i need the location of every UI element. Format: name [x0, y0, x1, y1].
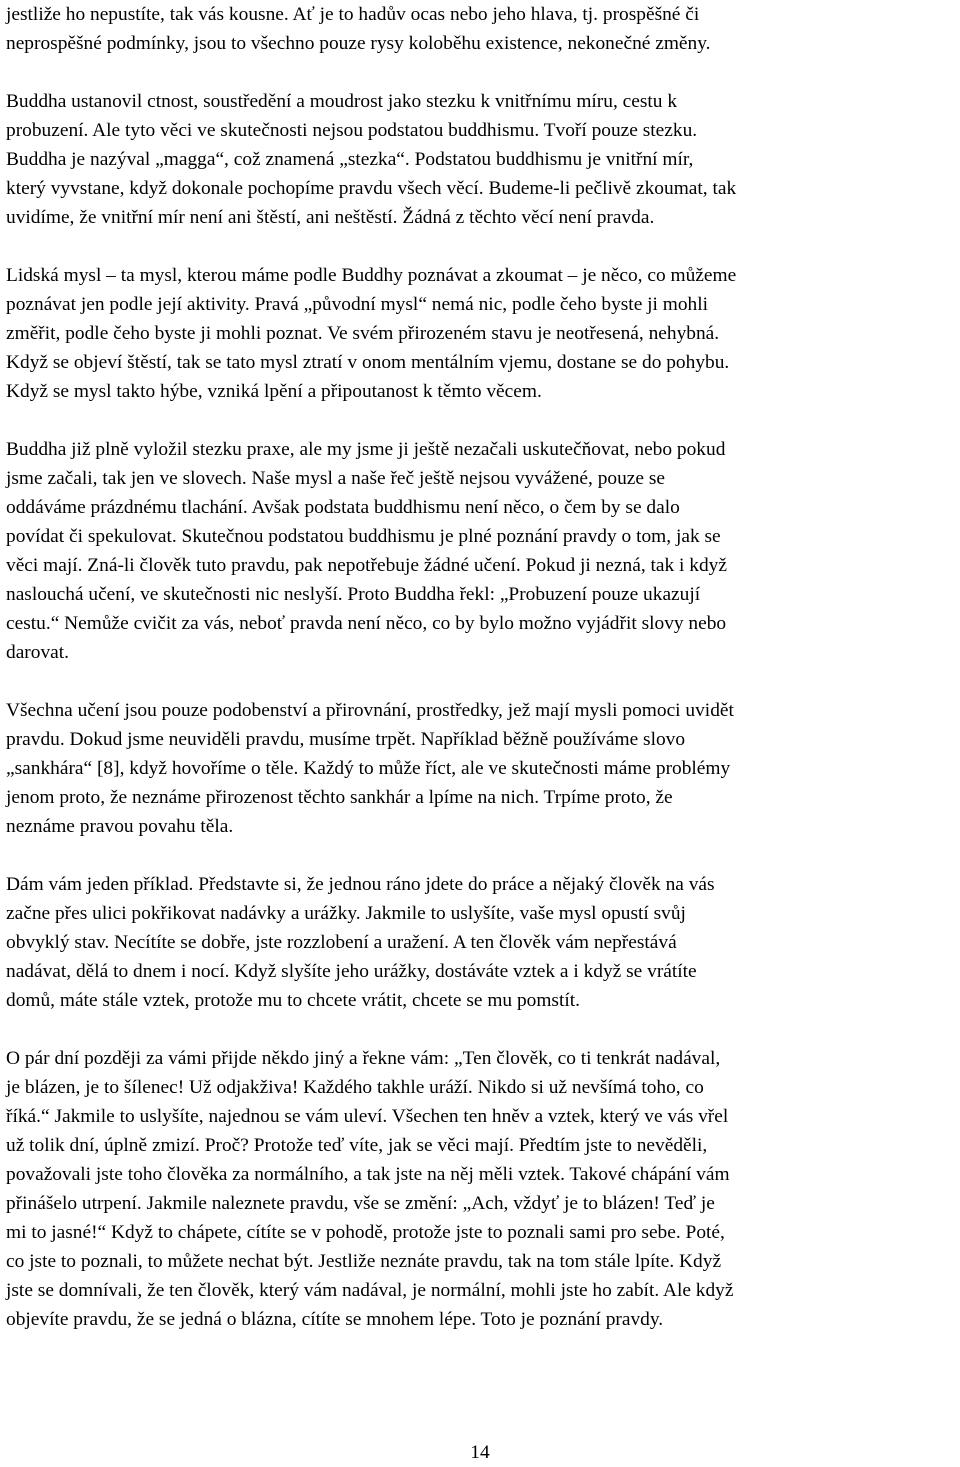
paragraph-p4: [6, 435, 954, 667]
paragraph-p6: [6, 870, 954, 1015]
text-line: obvyklý stav. Necítíte se dobře, jste rozzlobení a uražení. A ten člověk vám nepřestává: [6, 932, 677, 953]
text-line: je blázen, je to šílenec! Už odjakživa! Každého takhle uráží. Nikdo si už nevšímá toho, co: [6, 1077, 704, 1098]
text-line: říká.“ Jakmile to uslyšíte, najednou se vám uleví. Všechen ten hněv a vztek, který ve vás vřel: [6, 1106, 729, 1127]
text-line: jsme začali, tak jen ve slovech. Naše mysl a naše řeč ještě nejsou vyvážené, pouze se: [6, 468, 666, 489]
text-line: uvidíme, že vnitřní mír není ani štěstí, ani neštěstí. Žádná z těchto věcí není pravda.: [6, 207, 655, 228]
text-line: považovali jste toho člověka za normálního, a tak jste na něj měli vztek. Takové chápání vám: [6, 1164, 730, 1185]
text-line: neprospěšné podmínky, jsou to všechno pouze rysy koloběhu existence, nekonečné změny.: [6, 33, 711, 54]
text-line: už tolik dní, úplně zmizí. Proč? Protože teď víte, jak se věci mají. Předtím jste to nevěděli,: [6, 1135, 708, 1156]
text-line: naslouchá učení, ve skutečnosti nic neslyší. Proto Buddha řekl: „Probuzení pouze ukazují: [6, 584, 701, 605]
text-line: Dám vám jeden příklad. Představte si, že jednou ráno jdete do práce a nějaký člověk na vás: [6, 874, 715, 895]
paragraph-gap: [6, 232, 954, 261]
text-line: Buddha ustanovil ctnost, soustředění a moudrost jako stezku k vnitřnímu míru, cestu k: [6, 91, 678, 112]
text-line: „sankhára“ [8], když hovoříme o těle. Každý to může říct, ale ve skutečnosti máme problémy: [6, 758, 731, 779]
paragraph-p5: [6, 696, 954, 841]
text-line: mi to jasné!“ Když to chápete, cítíte se v pohodě, protože jste to poznali sami pro sebe. Poté,: [6, 1222, 725, 1243]
text-line: začne přes ulici pokřikovat nadávky a urážky. Jakmile to uslyšíte, vaše mysl opustí svůj: [6, 903, 686, 924]
document-page: [6, 0, 954, 1334]
paragraph-p2: [6, 87, 954, 232]
text-line: domů, máte stále vztek, protože mu to chcete vrátit, chcete se mu pomstít.: [6, 990, 580, 1011]
text-line: poznávat jen podle její aktivity. Pravá „původní mysl“ nemá nic, podle čeho byste ji mohli: [6, 294, 709, 315]
paragraph-gap: [6, 841, 954, 870]
text-line: Buddha je nazýval „magga“, což znamená „stezka“. Podstatou buddhismu je vnitřní mír,: [6, 149, 694, 170]
text-line: objevíte pravdu, že se jedná o blázna, cítíte se mnohem lépe. Toto je poznání pravdy.: [6, 1309, 664, 1330]
text-line: O pár dní později za vámi přijde někdo jiný a řekne vám: „Ten člověk, co ti tenkrát nadával,: [6, 1048, 721, 1069]
page-number: 14: [470, 1442, 490, 1463]
paragraph-p7: [6, 1044, 954, 1334]
paragraph-gap: [6, 1015, 954, 1044]
text-line: věci mají. Zná-li člověk tuto pravdu, pak nepotřebuje žádné učení. Pokud ji nezná, tak i když: [6, 555, 727, 576]
paragraph-p1: [6, 0, 954, 58]
text-line: nadávat, dělá to dnem i nocí. Když slyšíte jeho urážky, dostáváte vztek a i když se vrátíte: [6, 961, 697, 982]
text-line: darovat.: [6, 642, 69, 663]
text-line: cestu.“ Nemůže cvičit za vás, neboť pravda není něco, co by bylo možno vyjádřit slovy nebo: [6, 613, 727, 634]
text-line: povídat či spekulovat. Skutečnou podstatou buddhismu je plné poznání pravdy o tom, jak se: [6, 526, 721, 547]
text-line: jste se domnívali, že ten člověk, který vám nadával, je normální, mohli jste ho zabít. Ale když: [6, 1280, 734, 1301]
text-line: probuzení. Ale tyto věci ve skutečnosti nejsou podstatou buddhismu. Tvoří pouze stezku.: [6, 120, 698, 141]
body-text: [6, 0, 954, 1334]
text-line: jenom proto, že neznáme přirozenost těchto sankhár a lpíme na nich. Trpíme proto, že: [6, 787, 673, 808]
paragraph-gap: [6, 406, 954, 435]
text-line: oddáváme prázdnému tlachání. Avšak podstata buddhismu není něco, o čem by se dalo: [6, 497, 680, 518]
text-line: přinášelo utrpení. Jakmile naleznete pravdu, vše se změní: „Ach, vždyť je to blázen! Teď je: [6, 1193, 715, 1214]
text-line: Všechna učení jsou pouze podobenství a přirovnání, prostředky, jež mají mysli pomoci uvidět: [6, 700, 734, 721]
paragraph-gap: [6, 58, 954, 87]
paragraph-gap: [6, 667, 954, 696]
text-line: neznáme pravou povahu těla.: [6, 816, 234, 837]
text-line: změřit, podle čeho byste ji mohli poznat. Ve svém přirozeném stavu je neotřesená, nehybná.: [6, 323, 720, 344]
text-line: Když se mysl takto hýbe, vzniká lpění a připoutanost k těmto věcem.: [6, 381, 542, 402]
text-line: Lidská mysl – ta mysl, kterou máme podle Buddhy poznávat a zkoumat – je něco, co můžeme: [6, 265, 737, 286]
text-line: Když se objeví štěstí, tak se tato mysl ztratí v onom mentálním vjemu, dostane se do pohybu.: [6, 352, 730, 373]
text-line: Buddha již plně vyložil stezku praxe, ale my jsme ji ještě nezačali uskutečňovat, nebo pokud: [6, 439, 726, 460]
text-line: co jste to poznali, to můžete nechat být. Jestliže neznáte pravdu, tak na tom stále lpíte. Když: [6, 1251, 722, 1272]
text-line: pravdu. Dokud jsme neuviděli pravdu, musíme trpět. Například běžně používáme slovo: [6, 729, 686, 750]
text-line: jestliže ho nepustíte, tak vás kousne. Ať je to hadův ocas nebo jeho hlava, tj. prospěšné či: [6, 4, 700, 25]
paragraph-p3: [6, 261, 954, 406]
text-line: který vyvstane, když dokonale pochopíme pravdu všech věcí. Budeme-li pečlivě zkoumat, tak: [6, 178, 737, 199]
